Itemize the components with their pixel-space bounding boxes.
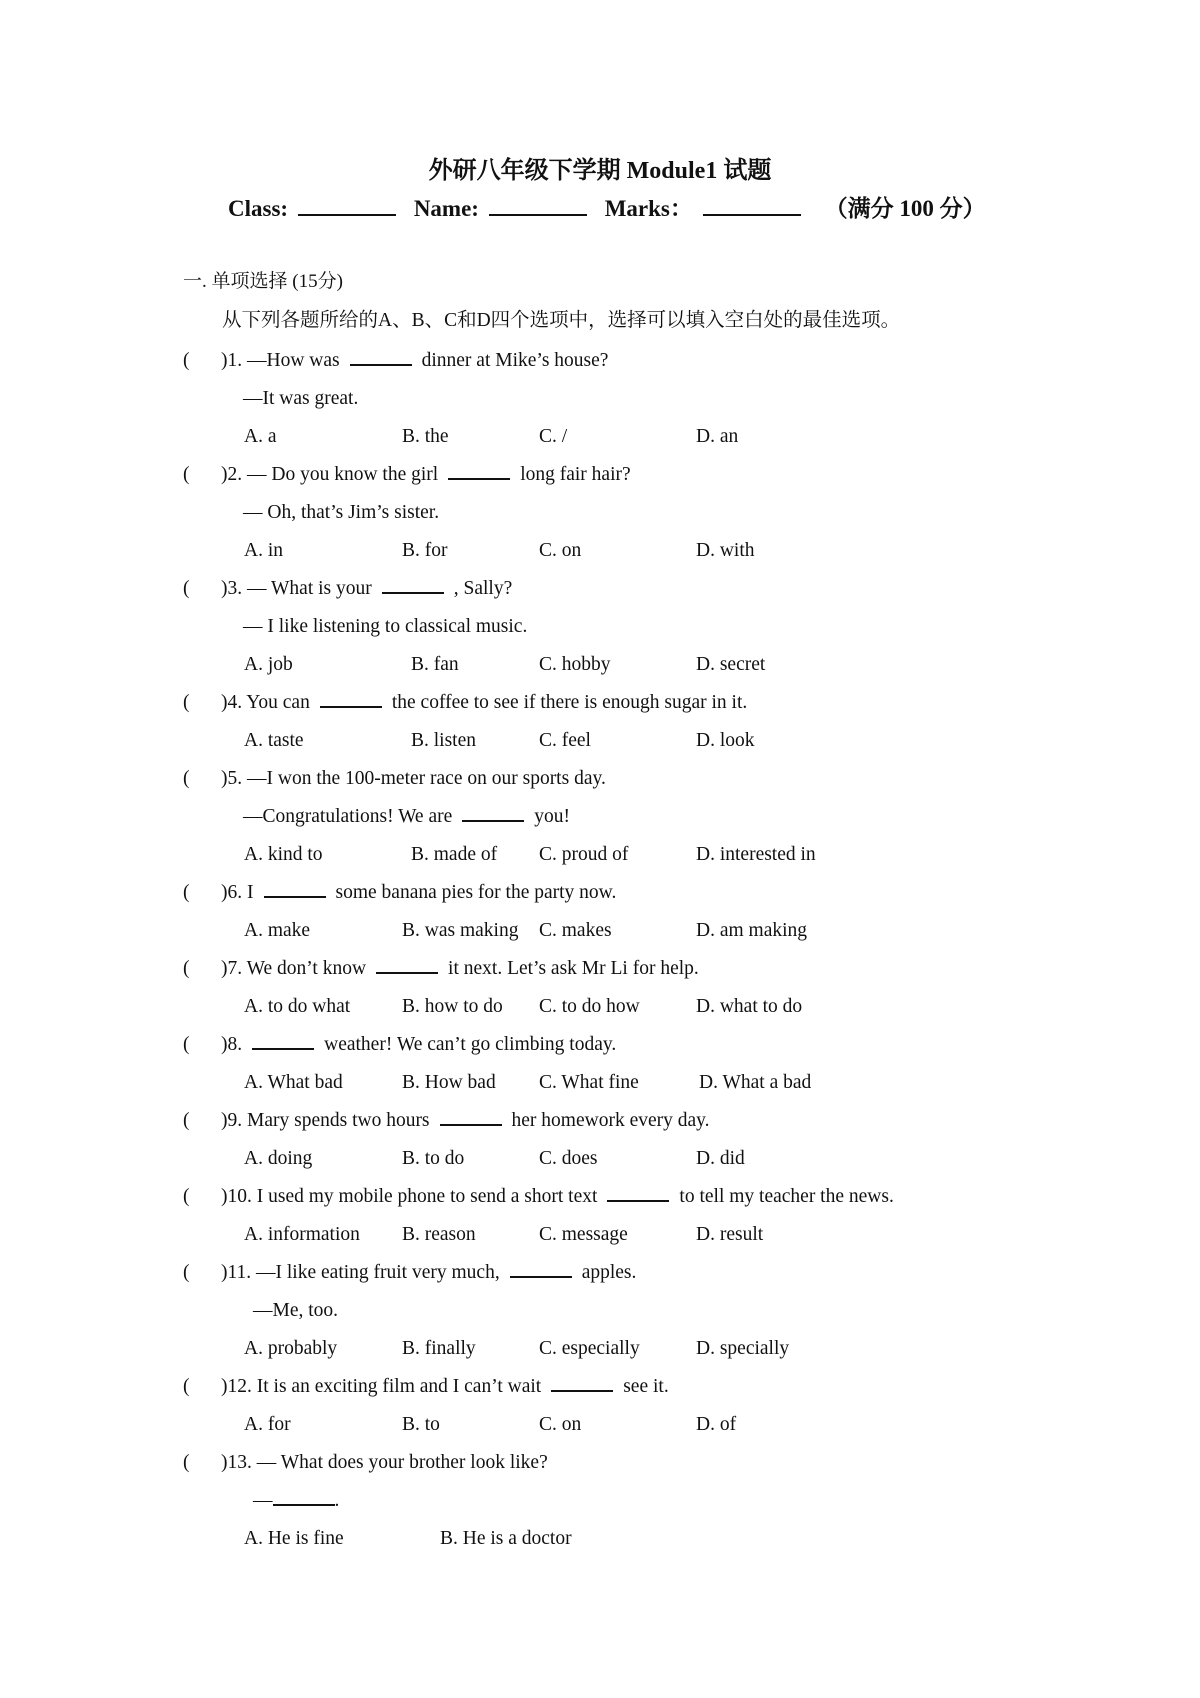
option-b[interactable]: B. finally xyxy=(402,1338,476,1359)
answer-blank[interactable] xyxy=(448,460,510,480)
question-item xyxy=(183,874,1043,950)
question-stem xyxy=(183,1178,1043,1216)
dialogue-text: — I like listening to classical music. xyxy=(243,616,528,637)
option-c[interactable]: C. on xyxy=(539,1414,582,1435)
option-d[interactable]: D. of xyxy=(696,1414,737,1435)
option-d[interactable]: D. specially xyxy=(696,1338,790,1359)
option-d[interactable]: D. with xyxy=(696,540,755,561)
dialogue-line xyxy=(183,494,1043,532)
question-stem xyxy=(183,1444,1043,1482)
question-stem xyxy=(183,684,1043,722)
student-info-line xyxy=(228,190,986,223)
option-a[interactable]: A. kind to xyxy=(244,844,323,865)
option-a[interactable]: A. He is fine xyxy=(244,1528,344,1549)
stem-text: )12. It is an exciting film and I can’t wait xyxy=(221,1376,542,1397)
option-b[interactable]: B. for xyxy=(402,540,448,561)
question-item xyxy=(183,342,1043,456)
answer-blank[interactable] xyxy=(551,1372,613,1392)
dialogue-line xyxy=(183,608,1043,646)
answer-blank[interactable] xyxy=(376,954,438,974)
question-stem xyxy=(183,1026,1043,1064)
question-stem xyxy=(183,874,1043,912)
answer-paren[interactable]: ( xyxy=(183,578,190,599)
section-heading: 一. 单项选择 (15分) xyxy=(183,271,343,292)
stem-text: )2. — Do you know the girl xyxy=(221,464,439,485)
question-list xyxy=(183,342,1043,1558)
stem-text-after: weather! We can’t go climbing today. xyxy=(324,1034,617,1055)
name-blank[interactable] xyxy=(489,194,587,216)
stem-text: )4. You can xyxy=(221,692,310,713)
stem-text: )13. — What does your brother look like? xyxy=(221,1452,548,1473)
options-row xyxy=(183,418,1043,456)
answer-blank[interactable] xyxy=(382,574,444,594)
stem-text-after: to tell my teacher the news. xyxy=(679,1186,894,1207)
options-row xyxy=(183,722,1043,760)
question-stem xyxy=(183,1368,1043,1406)
answer-paren[interactable]: ( xyxy=(183,1034,190,1055)
dialogue-text-after: . xyxy=(334,1490,340,1511)
option-c[interactable]: C. proud of xyxy=(539,844,629,865)
answer-paren[interactable]: ( xyxy=(183,1452,190,1473)
answer-blank[interactable] xyxy=(350,346,412,366)
option-d[interactable]: D. what to do xyxy=(696,996,803,1017)
stem-text: )1. —How was xyxy=(221,350,340,371)
option-a[interactable]: A. information xyxy=(244,1224,360,1245)
option-c[interactable]: C. hobby xyxy=(539,654,611,675)
answer-blank[interactable] xyxy=(440,1106,502,1126)
option-d[interactable]: D. an xyxy=(696,426,739,447)
exam-title: 外研八年级下学期 Module1 试题 xyxy=(428,158,772,184)
answer-paren[interactable]: ( xyxy=(183,882,190,903)
question-item xyxy=(183,570,1043,684)
option-a[interactable]: A. make xyxy=(244,920,311,941)
option-d[interactable]: D. What a bad xyxy=(699,1072,812,1093)
options-row xyxy=(183,836,1043,874)
option-a[interactable]: A. job xyxy=(244,654,293,675)
question-item xyxy=(183,1178,1043,1254)
stem-text: )6. I xyxy=(221,882,254,903)
question-stem xyxy=(183,1254,1043,1292)
dialogue-text: — xyxy=(253,1490,273,1511)
stem-text: )7. We don’t know xyxy=(221,958,367,979)
answer-paren[interactable]: ( xyxy=(183,692,190,713)
options-row xyxy=(183,988,1043,1026)
option-b[interactable]: B. the xyxy=(402,426,449,447)
option-b[interactable]: B. reason xyxy=(402,1224,476,1245)
stem-text: )8. xyxy=(221,1034,243,1055)
stem-text-after: apples. xyxy=(581,1262,637,1283)
option-b[interactable]: B. to do xyxy=(402,1148,465,1169)
dialogue-text: — Oh, that’s Jim’s sister. xyxy=(243,502,440,523)
question-item xyxy=(183,1444,1043,1558)
option-d[interactable]: D. interested in xyxy=(696,844,816,865)
option-a[interactable]: A. a xyxy=(244,426,277,447)
question-item xyxy=(183,950,1043,1026)
answer-blank[interactable] xyxy=(320,688,382,708)
option-b[interactable]: B. listen xyxy=(411,730,477,751)
option-c[interactable]: C. makes xyxy=(539,920,612,941)
option-c[interactable]: C. especially xyxy=(539,1338,640,1359)
question-stem xyxy=(183,456,1043,494)
stem-text-after: dinner at Mike’s house? xyxy=(421,350,609,371)
class-blank[interactable] xyxy=(298,194,396,216)
option-a[interactable]: A. probably xyxy=(244,1338,338,1359)
option-a[interactable]: A. doing xyxy=(244,1148,313,1169)
option-c[interactable]: C. does xyxy=(539,1148,598,1169)
question-item xyxy=(183,1026,1043,1102)
options-row xyxy=(183,1140,1043,1178)
option-c[interactable]: C. on xyxy=(539,540,582,561)
stem-text-after: some banana pies for the party now. xyxy=(335,882,617,903)
option-b[interactable]: B. to xyxy=(402,1414,440,1435)
option-b[interactable]: B. how to do xyxy=(402,996,503,1017)
answer-paren[interactable]: ( xyxy=(183,1262,190,1283)
option-a[interactable]: A. taste xyxy=(244,730,304,751)
question-item xyxy=(183,1102,1043,1178)
question-item xyxy=(183,1368,1043,1444)
stem-text-after: the coffee to see if there is enough sugar in it. xyxy=(391,692,748,713)
option-b[interactable]: B. He is a doctor xyxy=(440,1528,572,1549)
question-stem xyxy=(183,1102,1043,1140)
option-d[interactable]: D. secret xyxy=(696,654,766,675)
dialogue-line xyxy=(183,1482,1043,1520)
option-d[interactable]: D. did xyxy=(696,1148,745,1169)
answer-blank[interactable] xyxy=(607,1182,669,1202)
question-stem xyxy=(183,570,1043,608)
dialogue-line xyxy=(183,1292,1043,1330)
dialogue-text: —Congratulations! We are xyxy=(243,806,453,827)
stem-text-after: her homework every day. xyxy=(511,1110,710,1131)
option-c[interactable]: C. What fine xyxy=(539,1072,639,1093)
stem-text: )10. I used my mobile phone to send a short text xyxy=(221,1186,598,1207)
answer-paren[interactable]: ( xyxy=(183,464,190,485)
dialogue-line xyxy=(183,798,1043,836)
section-instruction: 从下列各题所给的A、B、C和D四个选项中，选择可以填入空白处的最佳选项。 xyxy=(222,310,901,331)
question-item xyxy=(183,684,1043,760)
answer-blank[interactable] xyxy=(510,1258,572,1278)
question-stem xyxy=(183,950,1043,988)
option-a[interactable]: A. to do what xyxy=(244,996,351,1017)
options-row xyxy=(183,532,1043,570)
stem-text-after: , Sally? xyxy=(453,578,513,599)
answer-blank[interactable] xyxy=(264,878,326,898)
class-label: Class: xyxy=(228,196,289,221)
dialogue-text: —Me, too. xyxy=(253,1300,339,1321)
answer-paren[interactable]: ( xyxy=(183,958,190,979)
full-marks-note: （满分 100 分） xyxy=(824,196,986,221)
answer-paren[interactable]: ( xyxy=(183,350,190,371)
option-c[interactable]: C. / xyxy=(539,426,568,447)
answer-paren[interactable]: ( xyxy=(183,1110,190,1131)
option-d[interactable]: D. am making xyxy=(696,920,808,941)
option-c[interactable]: C. feel xyxy=(539,730,591,751)
options-row xyxy=(183,1216,1043,1254)
question-item xyxy=(183,760,1043,874)
dialogue-line xyxy=(183,380,1043,418)
option-b[interactable]: B. How bad xyxy=(402,1072,496,1093)
option-a[interactable]: A. for xyxy=(244,1414,291,1435)
option-d[interactable]: D. result xyxy=(696,1224,764,1245)
stem-text-after: see it. xyxy=(623,1376,669,1397)
question-item xyxy=(183,1254,1043,1368)
options-row xyxy=(183,912,1043,950)
marks-label: Marks： xyxy=(604,196,693,221)
answer-blank[interactable] xyxy=(273,1486,335,1506)
option-d[interactable]: D. look xyxy=(696,730,755,751)
dialogue-text-after: you! xyxy=(534,806,571,827)
option-c[interactable]: C. to do how xyxy=(539,996,640,1017)
stem-text-after: long fair hair? xyxy=(520,464,631,485)
marks-blank[interactable] xyxy=(703,194,801,216)
option-c[interactable]: C. message xyxy=(539,1224,628,1245)
option-b[interactable]: B. made of xyxy=(411,844,498,865)
options-row xyxy=(183,1330,1043,1368)
stem-text: )9. Mary spends two hours xyxy=(221,1110,430,1131)
question-stem xyxy=(183,760,1043,798)
stem-text: )3. — What is your xyxy=(221,578,372,599)
answer-paren[interactable]: ( xyxy=(183,768,190,789)
option-b[interactable]: B. fan xyxy=(411,654,459,675)
option-a[interactable]: A. in xyxy=(244,540,283,561)
options-row xyxy=(183,1406,1043,1444)
answer-blank[interactable] xyxy=(252,1030,314,1050)
options-row xyxy=(183,646,1043,684)
question-item xyxy=(183,456,1043,570)
stem-text: )5. —I won the 100-meter race on our sports day. xyxy=(221,768,606,789)
stem-text-after: it next. Let’s ask Mr Li for help. xyxy=(448,958,699,979)
dialogue-text: —It was great. xyxy=(243,388,359,409)
name-label: Name: xyxy=(413,196,479,221)
answer-paren[interactable]: ( xyxy=(183,1186,190,1207)
option-b[interactable]: B. was making xyxy=(402,920,519,941)
options-row xyxy=(183,1520,1043,1558)
option-a[interactable]: A. What bad xyxy=(244,1072,343,1093)
stem-text: )11. —I like eating fruit very much, xyxy=(221,1262,500,1283)
options-row xyxy=(183,1064,1043,1102)
answer-blank[interactable] xyxy=(462,802,524,822)
question-stem xyxy=(183,342,1043,380)
answer-paren[interactable]: ( xyxy=(183,1376,190,1397)
